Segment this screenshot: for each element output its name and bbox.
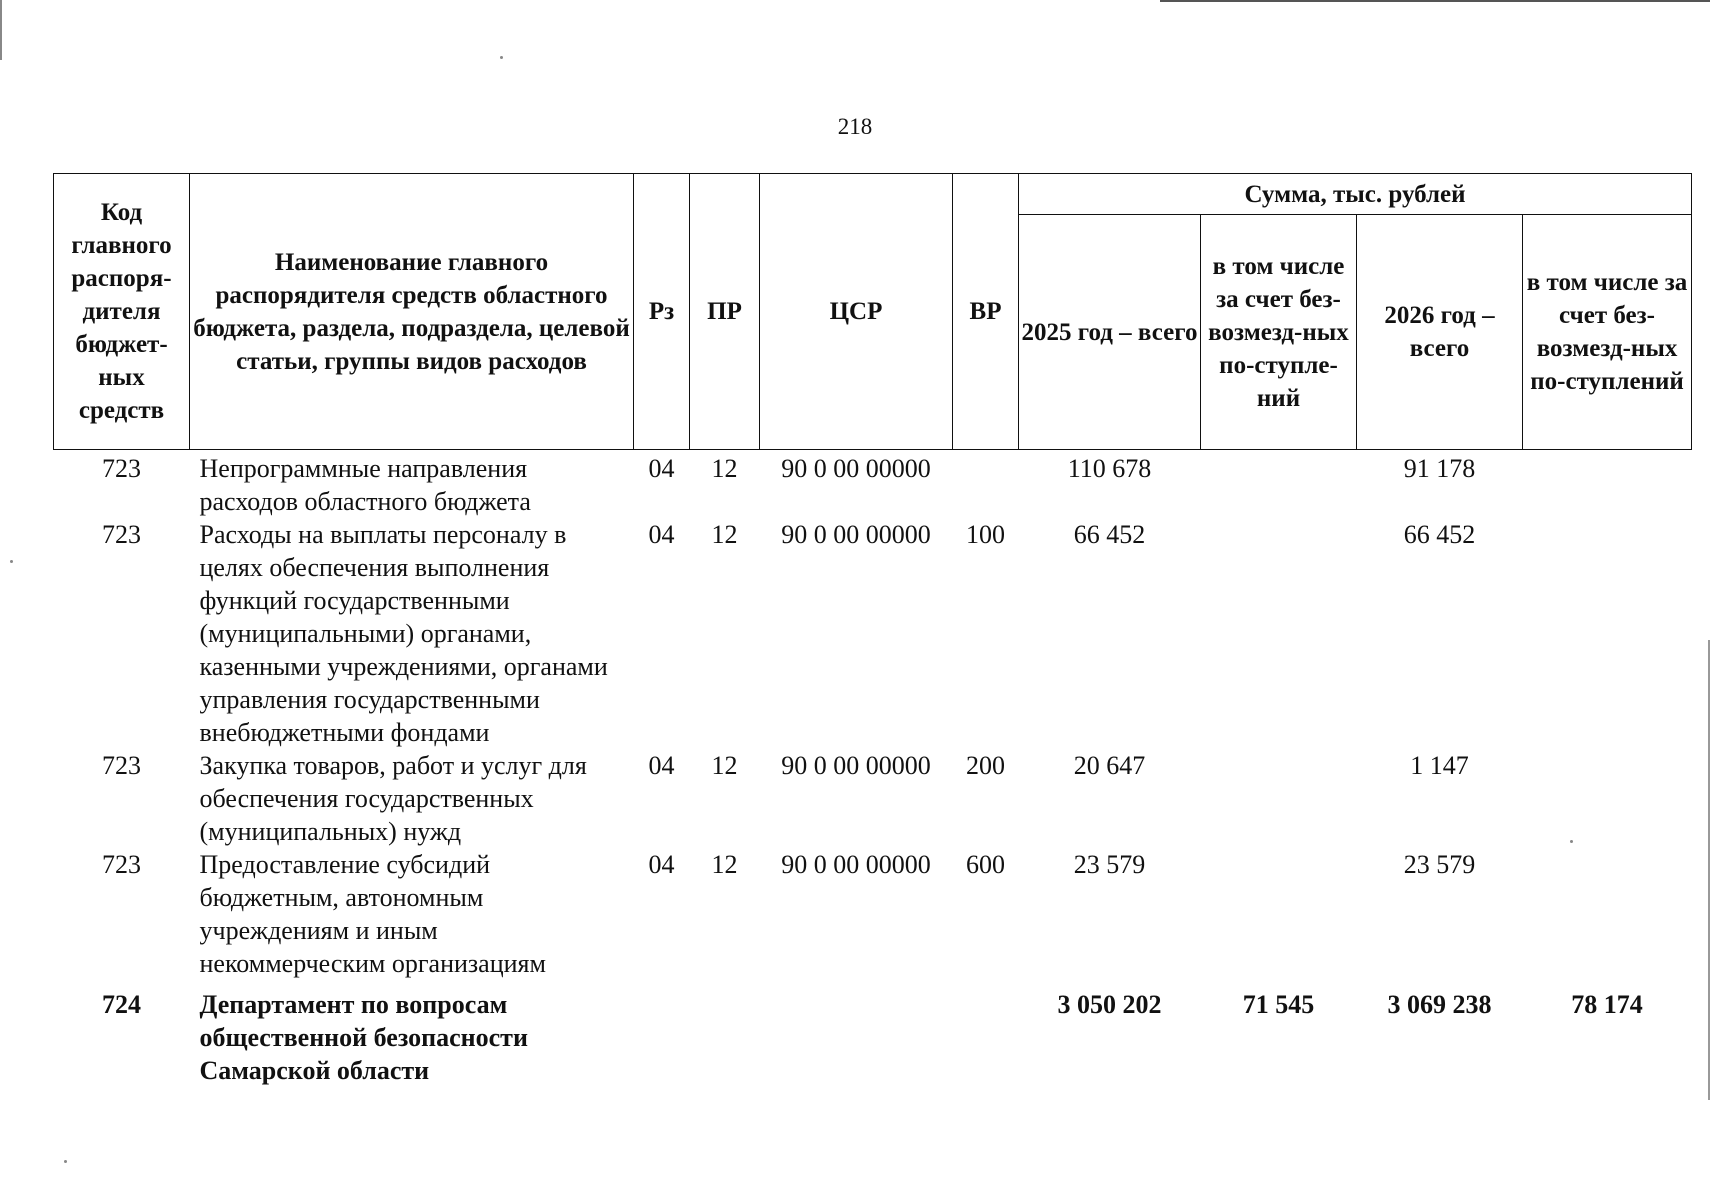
cell-2026-free xyxy=(1523,749,1692,848)
cell-vr xyxy=(953,450,1019,519)
cell-pr: 12 xyxy=(711,520,738,549)
scan-speck xyxy=(1570,840,1573,843)
budget-table xyxy=(53,173,1692,1087)
table-row-total xyxy=(54,980,1692,1087)
cell-2026-total: 66 452 xyxy=(1403,520,1476,549)
cell-2025-total: 66 452 xyxy=(1073,520,1146,549)
scan-edge-left xyxy=(0,0,2,60)
cell-pr: 12 xyxy=(711,850,738,879)
header-name: Наименование главного распорядителя средств областного бюджета, раздела, подраздела, целевой статьи, группы видов расходов xyxy=(190,174,634,450)
cell-2025-free xyxy=(1201,848,1357,980)
cell-2026-total: 91 178 xyxy=(1403,454,1476,483)
cell-2026-total: 23 579 xyxy=(1403,850,1476,879)
cell-2026-total: 3 069 238 xyxy=(1387,990,1492,1019)
cell-rz: 04 xyxy=(648,850,675,879)
cell-csr: 90 0 00 00000 xyxy=(781,520,931,549)
cell-code: 723 xyxy=(102,751,141,780)
header-2025-free: в том числе за счет без-возмезд-ных по-ступле-ний xyxy=(1201,215,1357,450)
cell-rz xyxy=(634,980,690,1087)
cell-code: 723 xyxy=(102,850,141,879)
cell-csr: 90 0 00 00000 xyxy=(781,454,931,483)
cell-csr: 90 0 00 00000 xyxy=(781,850,931,879)
cell-2025-free xyxy=(1201,749,1357,848)
scan-edge-top xyxy=(1160,0,1710,2)
cell-vr: 600 xyxy=(966,850,1005,879)
table-row xyxy=(54,848,1692,980)
cell-name: Непрограммные направления расходов областного бюджета xyxy=(199,454,531,516)
cell-2026-free xyxy=(1523,450,1692,519)
cell-2025-total: 20 647 xyxy=(1073,751,1146,780)
cell-2025-total: 110 678 xyxy=(1067,454,1152,483)
header-pr: ПР xyxy=(690,174,760,450)
cell-2026-free xyxy=(1523,518,1692,749)
cell-code: 723 xyxy=(102,520,141,549)
cell-name: Департамент по вопросам общественной безопасности Самарской области xyxy=(199,990,528,1085)
cell-code: 724 xyxy=(102,990,141,1019)
cell-2025-free xyxy=(1201,450,1357,519)
cell-2026-free xyxy=(1523,848,1692,980)
header-vr: ВР xyxy=(953,174,1019,450)
cell-name: Предоставление субсидий бюджетным, автономным учреждениям и иным некоммерческим организациям xyxy=(199,850,546,978)
cell-2026-free: 78 174 xyxy=(1571,990,1643,1019)
table-row xyxy=(54,749,1692,848)
header-sum: Сумма, тыс. рублей xyxy=(1019,174,1692,215)
cell-name: Расходы на выплаты персоналу в целях обеспечения выполнения функций государственными (муниципальными) органами, казенными учреждениями, органами управления государственными внебюджетными фондами xyxy=(199,520,608,747)
cell-vr: 200 xyxy=(966,751,1005,780)
header-code: Код главного распоря-дителя бюджет-ных средств xyxy=(54,174,190,450)
cell-vr: 100 xyxy=(966,520,1005,549)
table-header xyxy=(54,174,1692,450)
cell-2025-total: 23 579 xyxy=(1073,850,1146,879)
scan-speck xyxy=(10,560,13,563)
cell-2025-free xyxy=(1201,518,1357,749)
cell-2025-total: 3 050 202 xyxy=(1057,990,1162,1019)
cell-pr: 12 xyxy=(711,751,738,780)
cell-rz: 04 xyxy=(648,751,675,780)
cell-pr xyxy=(690,980,760,1087)
scan-speck xyxy=(64,1160,67,1163)
table-body xyxy=(54,450,1692,1088)
cell-rz: 04 xyxy=(648,520,675,549)
cell-csr: 90 0 00 00000 xyxy=(781,751,931,780)
header-2025-total: 2025 год – всего xyxy=(1019,215,1201,450)
cell-name: Закупка товаров, работ и услуг для обеспечения государственных (муниципальных) нужд xyxy=(199,751,587,846)
scan-speck xyxy=(500,56,503,59)
header-csr: ЦСР xyxy=(760,174,953,450)
cell-2026-total: 1 147 xyxy=(1410,751,1469,780)
cell-vr xyxy=(953,980,1019,1087)
page-number: 218 xyxy=(837,114,873,139)
table-row xyxy=(54,518,1692,749)
cell-pr: 12 xyxy=(711,454,738,483)
cell-csr xyxy=(760,980,953,1087)
cell-rz: 04 xyxy=(648,454,675,483)
table-row xyxy=(54,450,1692,519)
cell-2025-free: 71 545 xyxy=(1242,990,1315,1019)
cell-code: 723 xyxy=(102,454,141,483)
header-rz: Рз xyxy=(634,174,690,450)
header-2026-free: в том числе за счет без-возмезд-ных по-ступлений xyxy=(1523,215,1692,450)
header-2026-total: 2026 год – всего xyxy=(1357,215,1523,450)
